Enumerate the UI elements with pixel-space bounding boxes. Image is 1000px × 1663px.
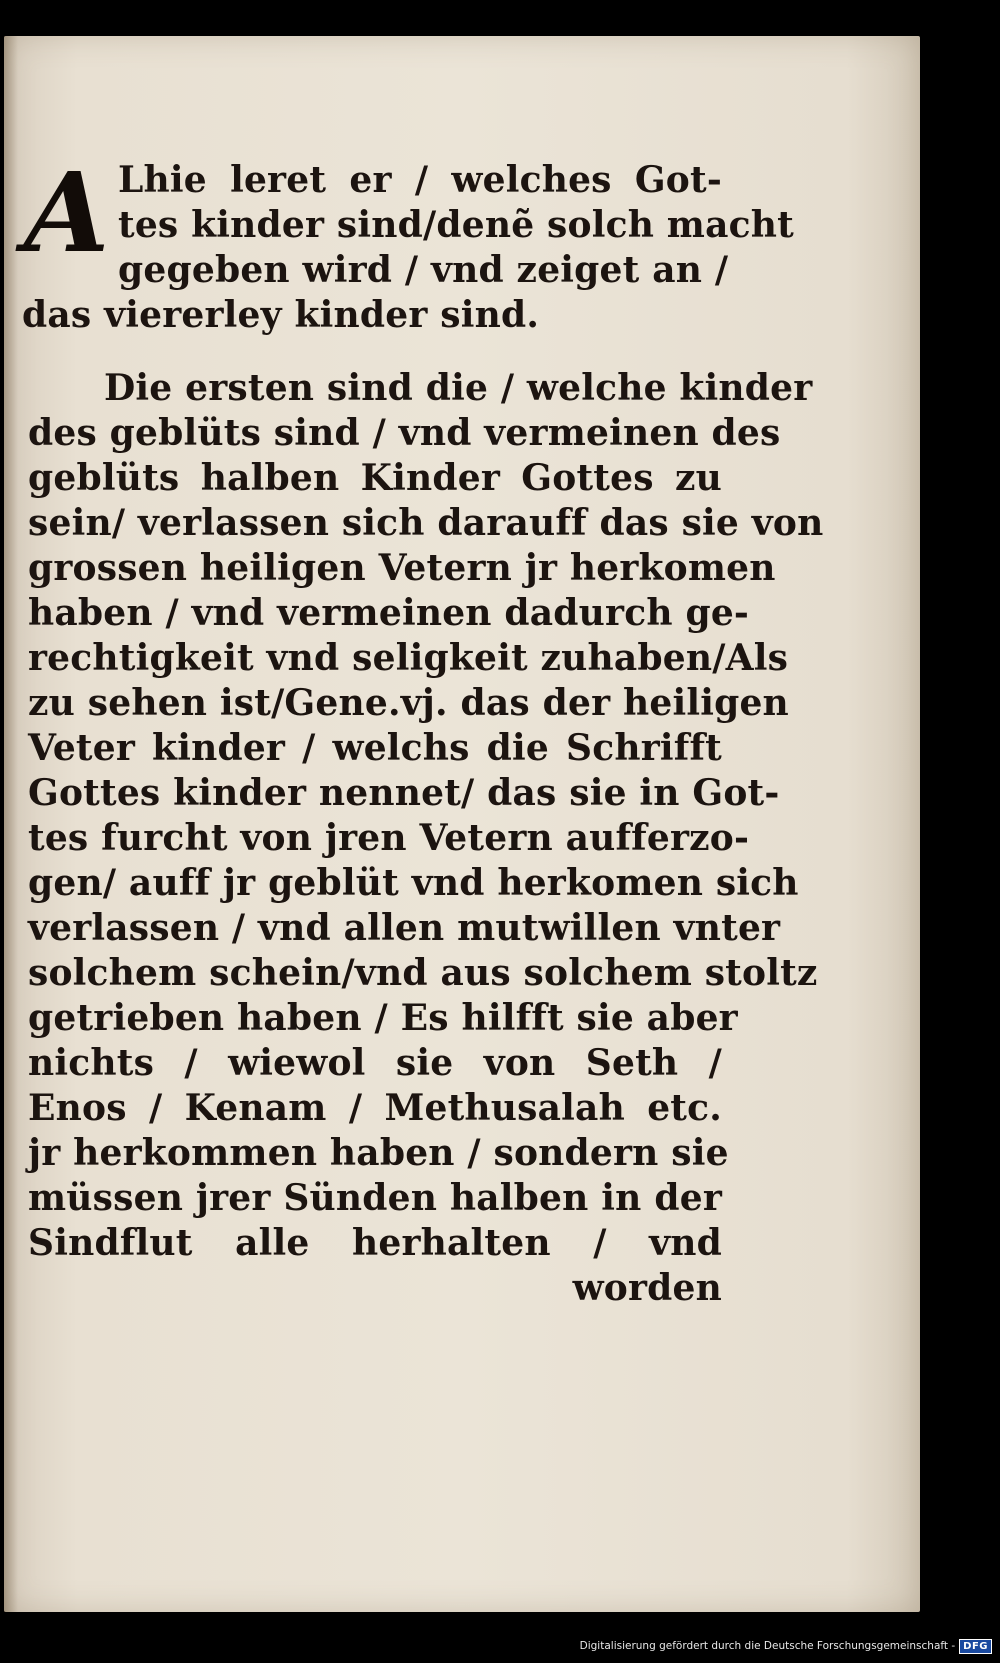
text-line: Die ersten sind die / welche kinder xyxy=(104,367,813,409)
dfg-logo-icon[interactable]: DFG xyxy=(959,1639,992,1654)
paragraph-2 xyxy=(22,366,824,1311)
text-line: solchem schein/vnd aus solchem stoltz xyxy=(28,952,818,994)
text-line: rechtigkeit vnd seligkeit zuhaben/Als xyxy=(28,637,789,679)
text-line: jr herkommen haben / sondern sie xyxy=(28,1132,729,1174)
text-line: Enos / Kenam / Methusalah etc. xyxy=(28,1087,722,1129)
digitization-credit xyxy=(580,1637,992,1655)
text-line: grossen heiligen Vetern jr herkomen xyxy=(28,547,776,589)
text-line: das viererley kinder sind. xyxy=(22,294,540,336)
text-line: haben / vnd vermeinen dadurch ge- xyxy=(28,592,750,634)
text-line: geblüts halben Kinder Gottes zu xyxy=(28,457,722,499)
text-line: gegeben wird / vnd zeiget an / xyxy=(118,249,729,291)
catchword: worden xyxy=(572,1267,722,1309)
credit-text: Digitalisierung gefördert durch die Deutsche Forschungsgemeinschaft - xyxy=(579,1640,956,1652)
page-text xyxy=(22,148,824,1311)
text-line: des geblüts sind / vnd vermeinen des xyxy=(28,412,781,454)
text-line: sein/ verlassen sich darauff das sie von xyxy=(28,502,824,544)
text-line: Sindflut alle herhalten / vnd xyxy=(28,1222,722,1264)
text-line: tes kinder sind/denẽ solch macht xyxy=(118,204,794,246)
text-line: verlassen / vnd allen mutwillen vnter xyxy=(28,907,781,949)
drop-cap: A xyxy=(24,148,110,277)
text-line: zu sehen ist/Gene.vj. das der heiligen xyxy=(28,682,789,724)
text-line: gen/ auff jr geblüt vnd herkomen sich xyxy=(28,862,799,904)
text-line: nichts / wiewol sie von Seth / xyxy=(28,1042,722,1084)
text-line: Veter kinder / welchs die Schrifft xyxy=(28,727,722,769)
page-gutter-shadow xyxy=(4,36,18,1612)
text-line: Lhie leret er / welches Got- xyxy=(118,159,722,201)
paragraph-1 xyxy=(22,148,794,338)
text-line: Gottes kinder nennet/ das sie in Got- xyxy=(28,772,780,814)
text-line: müssen jrer Sünden halben in der xyxy=(28,1177,722,1219)
text-line: getrieben haben / Es hilfft sie aber xyxy=(28,997,738,1039)
text-line: tes furcht von jren Vetern aufferzo- xyxy=(28,817,750,859)
